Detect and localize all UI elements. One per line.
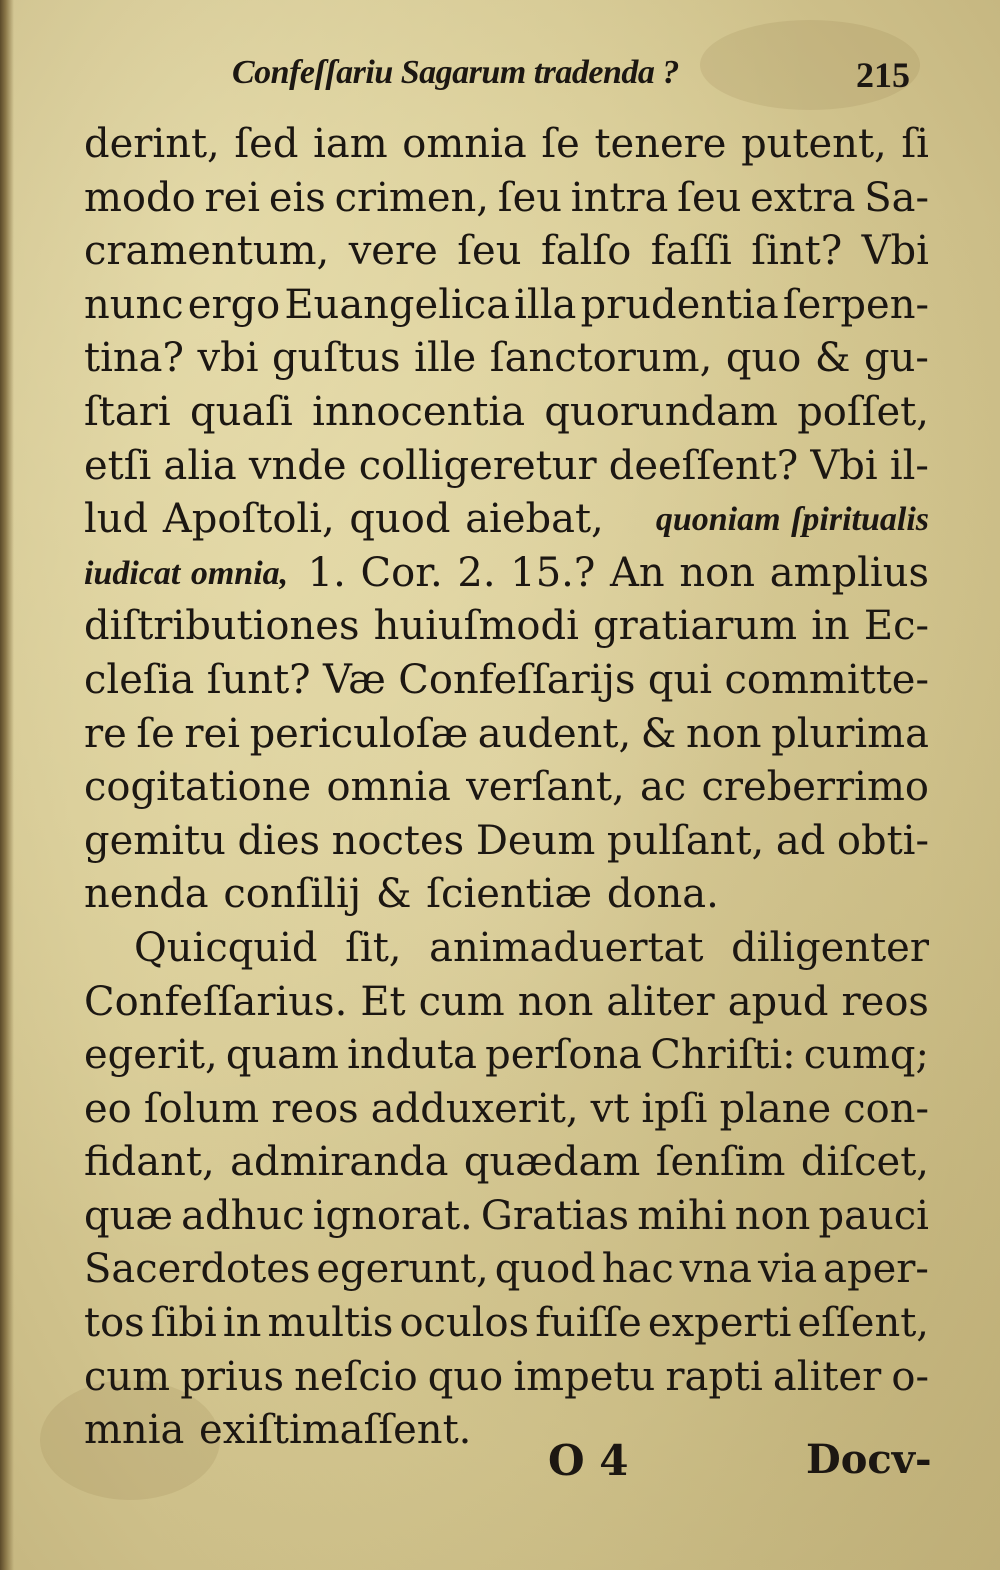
text-line: cleſia ſunt? Væ Confeſſarijs qui committe- <box>84 656 929 703</box>
text-line: derint, ſed iam omnia ſe tenere putent, ſi <box>84 121 929 167</box>
text-line-with-citation <box>84 547 929 601</box>
text-line: tos ſibi in multis oculos fuiſſe experti eſſent, <box>84 1300 929 1347</box>
body-text <box>84 118 929 1458</box>
text-segment: lud Apoſtoli, quod aiebat, <box>84 496 604 543</box>
text-line: eo ſolum reos adduxerit, vt ipſi plane con- <box>84 1085 929 1132</box>
text-line-with-quote <box>84 493 929 547</box>
page-header <box>0 52 1000 102</box>
text-line: modo rei eis crimen, ſeu intra ſeu extra Sa- <box>84 174 929 221</box>
text-line: Sacerdotes egerunt, quod hac vna via aper- <box>84 1246 929 1293</box>
text-line: ſtari quaſi innocentia quorundam poſſet, <box>84 388 929 435</box>
scripture-citation: 1. Cor. 2. 15.? An non amplius <box>307 549 929 596</box>
text-line: cramentum, vere ſeu falſo faſſi ſint? Vbi <box>84 228 929 275</box>
text-line: cogitatione omnia verſant, ac creberrimo <box>84 764 929 811</box>
page-number: 215 <box>856 55 910 95</box>
running-title: Confeſſariu Sagarum tradenda ? <box>232 54 679 91</box>
catchword: Docv- <box>806 1436 932 1483</box>
text-line: nunc ergo Euangelica illa prudentia ſerpen- <box>84 281 929 328</box>
text-line: egerit, quam induta perſona Chriſti: cumq; <box>84 1032 929 1079</box>
text-line: diſtributiones huiuſmodi gratiarum in Ec- <box>84 603 929 650</box>
text-line: fidant, admiranda quædam ſenſim diſcet, <box>84 1139 929 1186</box>
text-line: quæ adhuc ignorat. Gratias mihi non pauci <box>84 1192 929 1239</box>
text-line: mnia exiſtimaſſent. <box>84 1407 472 1454</box>
text-line: etſi alia vnde colligeretur deeſſent? Vbi il- <box>84 442 929 489</box>
text-line: re ſe rei periculoſæ audent, & non plurima <box>84 710 929 757</box>
paragraph-first-line: Quicquid ſit, animaduertat diligenter <box>134 924 929 971</box>
signature-mark: O 4 <box>548 1436 629 1485</box>
text-line: gemitu dies noctes Deum pulſant, ad obti- <box>84 817 929 864</box>
text-line: tina? vbi guſtus ille ſanctorum, quo & gu- <box>84 335 929 382</box>
page-binding-edge <box>0 0 14 1570</box>
text-line: nenda conſilij & ſcientiæ dona. <box>84 871 719 918</box>
text-line: cum prius neſcio quo impetu rapti aliter o- <box>84 1353 929 1400</box>
scripture-quote: quoniam ſpiritualis <box>655 501 929 539</box>
scripture-quote: iudicat omnia, <box>84 554 289 592</box>
text-line: Confeſſarius. Et cum non aliter apud reos <box>84 978 929 1025</box>
page-footer <box>0 1436 1000 1496</box>
